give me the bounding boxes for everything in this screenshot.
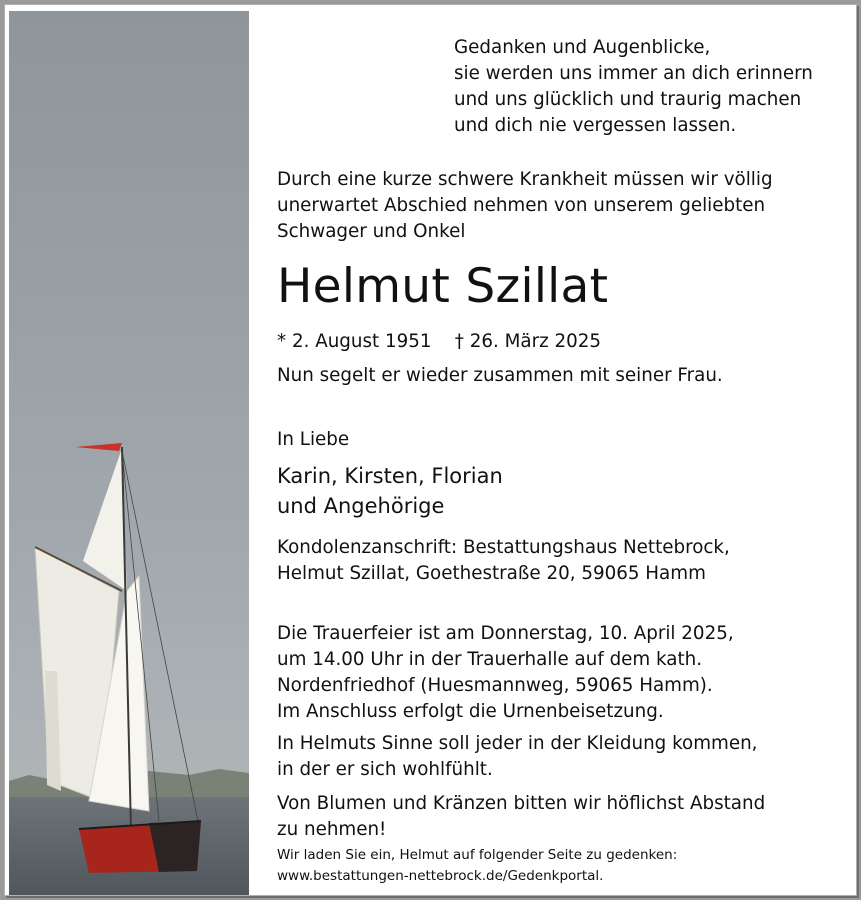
clothing-note: [277, 731, 757, 783]
condolence-address: [277, 535, 730, 587]
flowers-line: zu nehmen!: [277, 819, 387, 840]
sailing-ship-image: [9, 11, 249, 896]
family-line: und Angehörige: [277, 494, 445, 518]
life-dates: * 2. August 1951 † 26. März 2025: [277, 331, 602, 352]
deceased-name: Helmut Szillat: [277, 259, 609, 314]
poem-line: und uns glücklich und traurig machen: [454, 89, 802, 110]
poem: [454, 35, 813, 139]
obituary-card: [4, 4, 857, 896]
poem-line: sie werden uns immer an dich erinnern: [454, 63, 813, 84]
family-line: Karin, Kirsten, Florian: [277, 464, 503, 488]
portal-url-link[interactable]: www.bestattungen-nettebrock.de/Gedenkportal.: [277, 868, 604, 884]
condolence-line: Kondolenzanschrift: Bestattungshaus Nettebrock,: [277, 537, 730, 558]
intro-text: [277, 167, 773, 245]
portal-invite: Wir laden Sie ein, Helmut auf folgender Seite zu gedenken:: [277, 847, 678, 863]
sailing-line: Nun segelt er wieder zusammen mit seiner Frau.: [277, 365, 723, 386]
family-names: [277, 461, 503, 521]
flowers-note: [277, 791, 765, 843]
poem-line: Gedanken und Augenblicke,: [454, 37, 711, 58]
clothing-line: In Helmuts Sinne soll jeder in der Kleidung kommen,: [277, 733, 758, 754]
sailing-ship-photo: [9, 11, 249, 896]
ceremony-line: um 14.00 Uhr in der Trauerhalle auf dem kath.: [277, 649, 703, 670]
ceremony-info: [277, 621, 734, 725]
intro-line: Durch eine kurze schwere Krankheit müssen wir völlig: [277, 169, 773, 190]
condolence-line: Helmut Szillat, Goethestraße 20, 59065 Hamm: [277, 563, 706, 584]
intro-line: Schwager und Onkel: [277, 221, 466, 242]
flowers-line: Von Blumen und Kränzen bitten wir höflichst Abstand: [277, 793, 766, 814]
ceremony-line: Die Trauerfeier ist am Donnerstag, 10. April 2025,: [277, 623, 734, 644]
intro-line: unerwartet Abschied nehmen von unserem geliebten: [277, 195, 766, 216]
memorial-portal: [277, 845, 677, 887]
ceremony-line: Im Anschluss erfolgt die Urnenbeisetzung.: [277, 701, 664, 722]
ceremony-line: Nordenfriedhof (Huesmannweg, 59065 Hamm).: [277, 675, 713, 696]
poem-line: und dich nie vergessen lassen.: [454, 115, 737, 136]
clothing-line: in der er sich wohlfühlt.: [277, 759, 493, 780]
in-liebe: In Liebe: [277, 429, 350, 450]
